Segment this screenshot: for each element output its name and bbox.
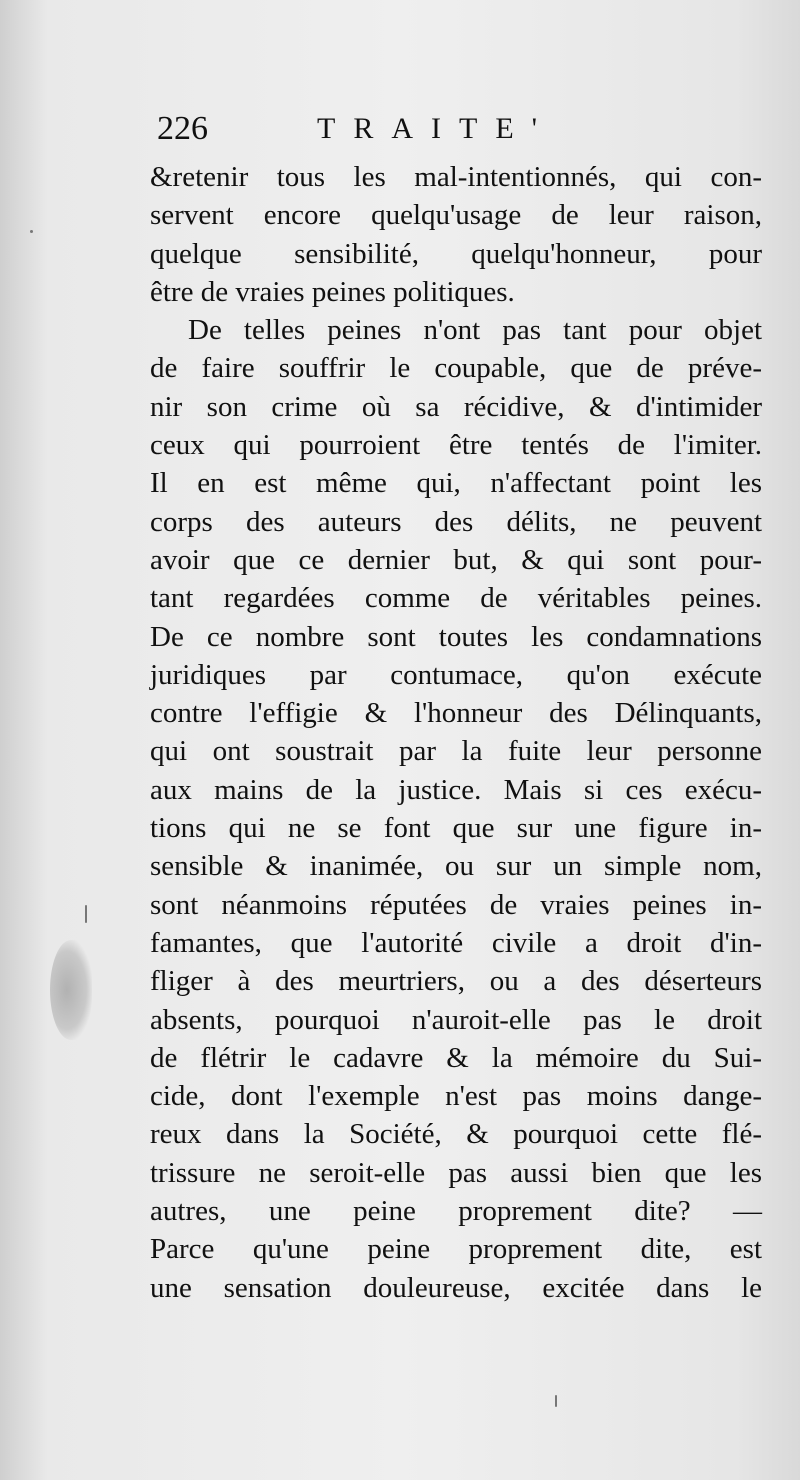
text-line: &retenir tous les mal-intentionnés, qui con- — [150, 161, 762, 193]
text-line: sont néanmoins réputées de vraies peines in- — [150, 888, 762, 921]
text-line: être de vraies peines politiques. — [150, 275, 515, 308]
text-line: absents, pourquoi n'auroit-elle pas le droit — [150, 1003, 762, 1036]
text-line: juridiques par contumace, qu'on exécute — [150, 658, 762, 691]
text-line: autres, une peine proprement dite? — — [150, 1195, 762, 1228]
paper-speck — [555, 1395, 557, 1407]
text-line: qui ont soustrait par la fuite leur personne — [150, 735, 762, 768]
text-line: de flétrir le cadavre & la mémoire du Sui- — [150, 1041, 762, 1074]
text-line: De ce nombre sont toutes les condamnations — [150, 620, 762, 653]
text-line: cide, dont l'exemple n'est pas moins dange- — [150, 1080, 762, 1113]
text-line: sensible & inanimée, ou sur un simple nom, — [150, 850, 762, 883]
text-line: une sensation douleureuse, excitée dans le — [150, 1271, 762, 1304]
text-line: ceux qui pourroient être tentés de l'imiter. — [150, 429, 762, 462]
text-line: Il en est même qui, n'affectant point les — [150, 467, 762, 500]
page-header — [157, 110, 607, 150]
paper-speck — [30, 230, 33, 233]
text-line: de faire souffrir le coupable, que de préve- — [150, 352, 762, 385]
text-line: trissure ne seroit-elle pas aussi bien que les — [150, 1156, 762, 1189]
text-line: fliger à des meurtriers, ou a des déserteurs — [150, 965, 762, 998]
text-line: aux mains de la justice. Mais si ces exécu- — [150, 773, 762, 806]
text-line: corps des auteurs des délits, ne peuvent — [150, 505, 762, 538]
text-line: De telles peines n'ont pas tant pour objet — [188, 314, 762, 347]
paper-speck — [85, 905, 87, 923]
body-text — [150, 158, 762, 1307]
text-line: tions qui ne se font que sur une figure in- — [150, 812, 762, 845]
text-line: tant regardées comme de véritables peines. — [150, 582, 762, 615]
text-line: reux dans la Société, & pourquoi cette flé- — [150, 1118, 762, 1151]
text-line: Parce qu'une peine proprement dite, est — [150, 1233, 762, 1266]
text-line: contre l'effigie & l'honneur des Délinquants, — [150, 697, 762, 730]
text-line: famantes, que l'autorité civile a droit d'in- — [150, 926, 762, 959]
text-line: quelque sensibilité, quelqu'honneur, pour — [150, 237, 762, 270]
running-title: TRAITE' — [317, 112, 556, 145]
text-line: nir son crime où sa récidive, & d'intimider — [150, 390, 762, 423]
ink-stain — [50, 940, 92, 1040]
page-number: 226 — [157, 110, 208, 147]
text-line: avoir que ce dernier but, & qui sont pour- — [150, 543, 762, 576]
text-line: servent encore quelqu'usage de leur raison, — [150, 199, 762, 232]
